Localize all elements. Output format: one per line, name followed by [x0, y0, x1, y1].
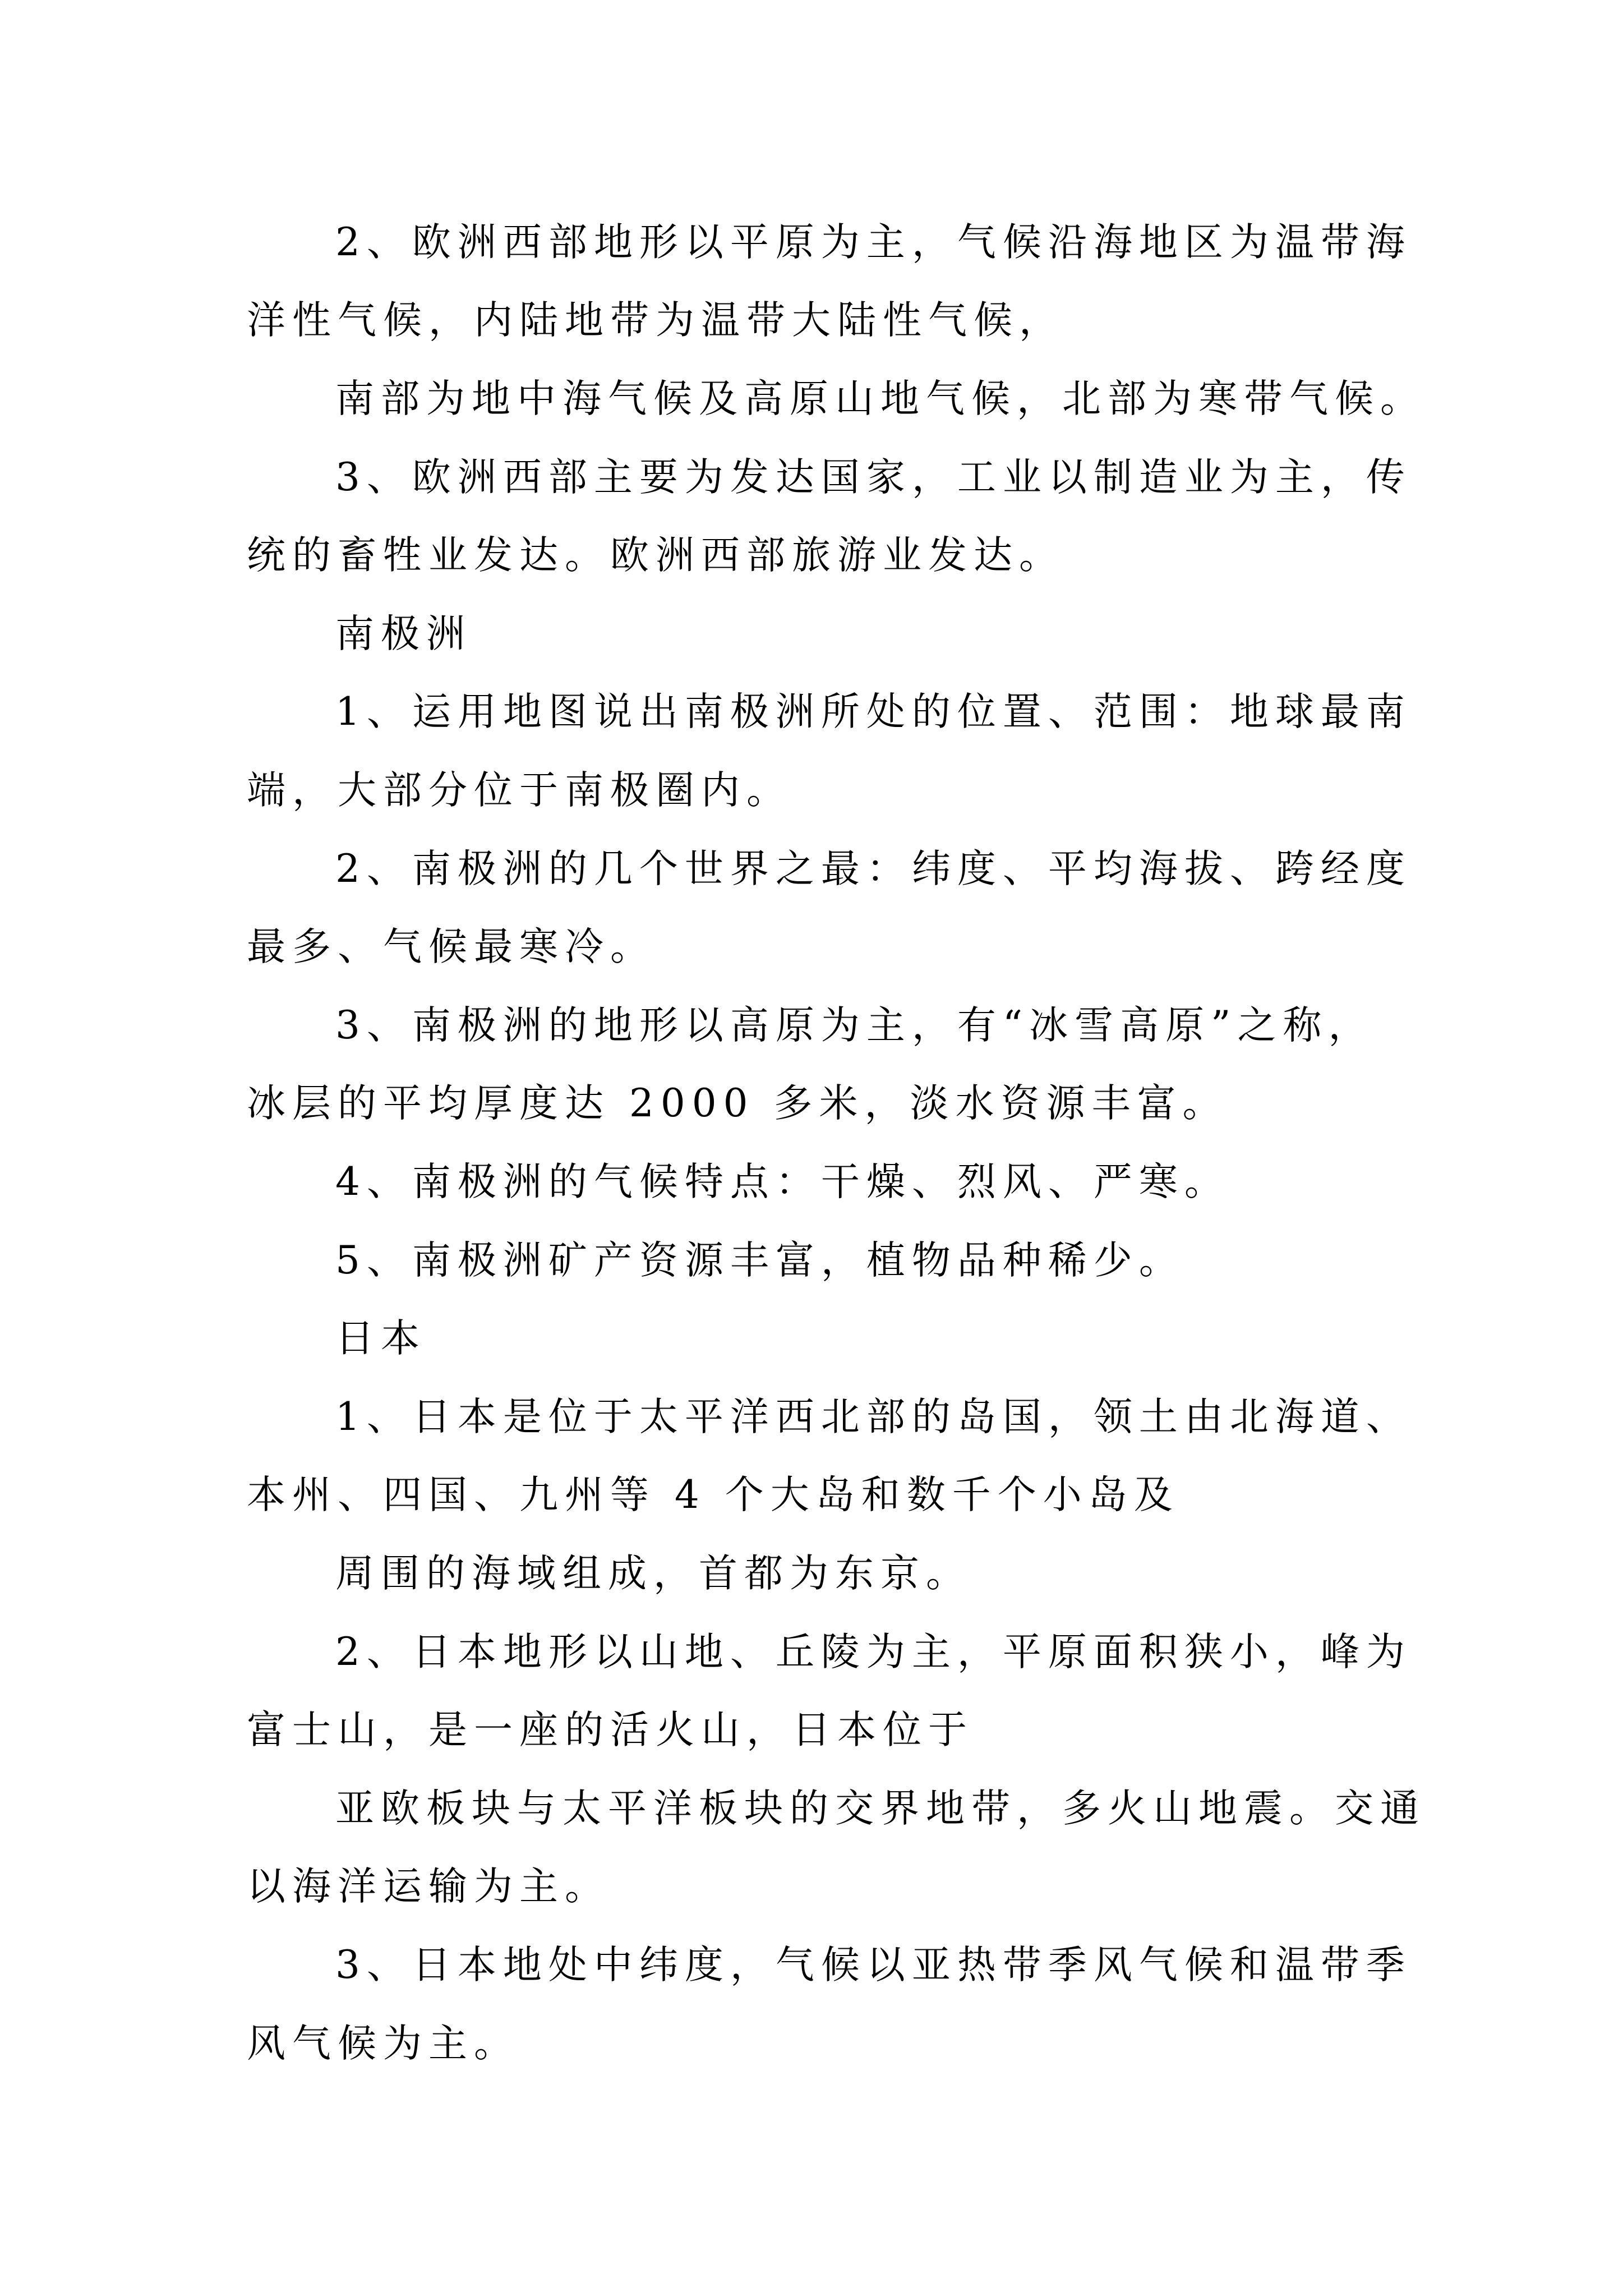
text-line-16: 1、日本是位于太平洋西北部的岛国，领土由北海道、 — [335, 1395, 1412, 1439]
text-line-5: 统的畜牲业发达。欧洲西部旅游业发达。 — [247, 533, 1064, 578]
text-line-12: 冰层的平均厚度达 2000 多米，淡水资源丰富。 — [247, 1081, 1228, 1126]
text-line-17: 本州、四国、九州等 4 个大岛和数千个小岛及 — [247, 1473, 1179, 1517]
text-line-7: 1、运用地图说出南极洲所处的位置、范围：地球最南 — [335, 689, 1412, 734]
text-line-2: 洋性气候，内陆地带为温带大陆性气候， — [247, 298, 1064, 343]
text-line-20: 富士山，是一座的活火山，日本位于 — [247, 1708, 974, 1752]
section-heading-antarctica: 南极洲 — [335, 611, 472, 656]
text-line-19: 2、日本地形以山地、丘陵为主，平原面积狭小，峰为 — [335, 1630, 1412, 1674]
text-line-22: 以海洋运输为主。 — [247, 1864, 610, 1909]
text-line-18: 周围的海域组成，首都为东京。 — [335, 1551, 971, 1596]
text-line-14: 5、南极洲矿产资源丰富，植物品种稀少。 — [335, 1238, 1184, 1283]
text-line-11: 3、南极洲的地形以高原为主，有“冰雪高原”之称， — [335, 1003, 1374, 1048]
text-line-8: 端，大部分位于南极圈内。 — [247, 768, 792, 813]
section-heading-japan: 日本 — [335, 1316, 426, 1361]
text-line-10: 最多、气候最寒冷。 — [247, 924, 656, 969]
text-line-24: 风气候为主。 — [247, 2021, 519, 2066]
text-line-21: 亚欧板块与太平洋板块的交界地带，多火山地震。交通 — [335, 1786, 1426, 1831]
text-line-9: 2、南极洲的几个世界之最：纬度、平均海拔、跨经度 — [335, 846, 1412, 891]
text-line-13: 4、南极洲的气候特点：干燥、烈风、严寒。 — [335, 1159, 1230, 1204]
text-line-3: 南部为地中海气候及高原山地气候，北部为寒带气候。 — [335, 376, 1426, 421]
text-line-1: 2、欧洲西部地形以平原为主，气候沿海地区为温带海 — [335, 220, 1412, 265]
text-line-23: 3、日本地处中纬度，气候以亚热带季风气候和温带季 — [335, 1943, 1412, 1987]
text-line-4: 3、欧洲西部主要为发达国家，工业以制造业为主，传 — [335, 455, 1412, 500]
